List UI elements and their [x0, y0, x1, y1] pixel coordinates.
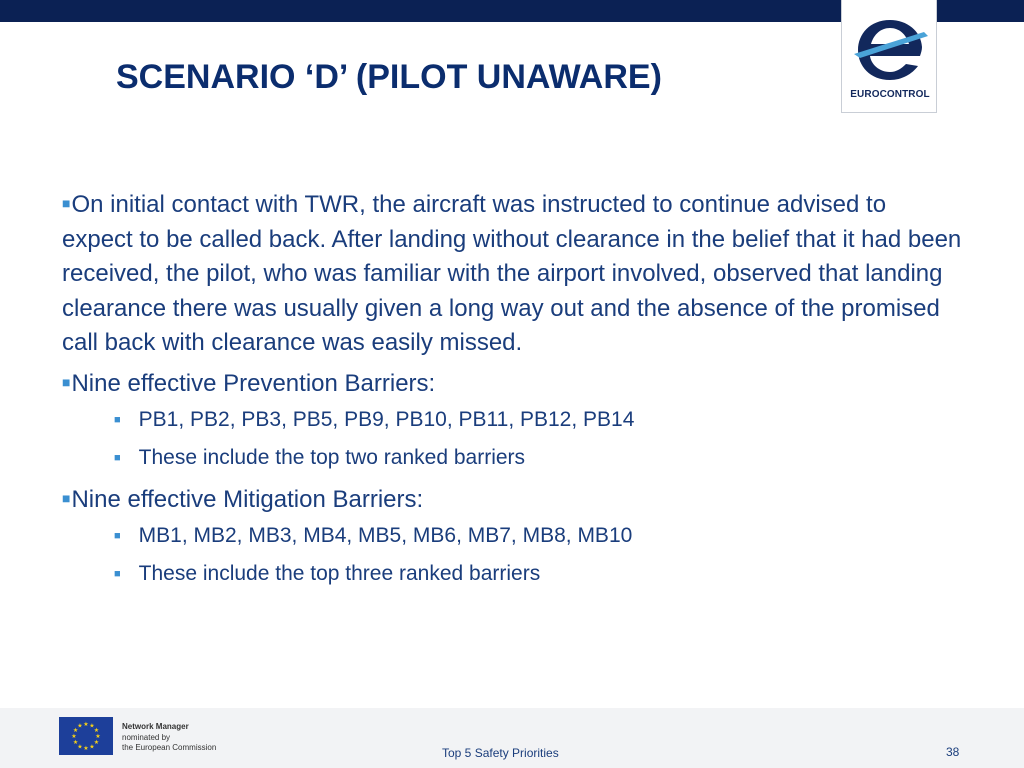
prevention-heading-text: Nine effective Prevention Barriers: [71, 369, 436, 397]
eurocontrol-logo [841, 0, 937, 113]
slide-title: SCENARIO ‘D’ (PILOT UNAWARE) [116, 58, 662, 96]
eurocontrol-logo-icon [850, 14, 930, 86]
mitigation-item [114, 555, 962, 593]
footer-title: Top 5 Safety Priorities [442, 746, 559, 760]
eu-star-icon: ★ [72, 740, 79, 746]
square-bullet-icon: ■ [62, 489, 71, 506]
mitigation-heading-text: Nine effective Mitigation Barriers: [71, 485, 424, 513]
eu-star-icon: ★ [72, 728, 79, 734]
eu-star-icon: ★ [89, 723, 95, 730]
eu-star-icon: ★ [93, 728, 100, 734]
logo-text: EUROCONTROL [850, 89, 930, 100]
mitigation-heading [62, 481, 962, 517]
prevention-item [114, 401, 962, 439]
square-bullet-icon: ■ [114, 413, 121, 426]
square-bullet-icon: ■ [114, 567, 121, 580]
prevention-item-text: These include the top two ranked barriers [138, 445, 526, 469]
mitigation-item [114, 517, 962, 555]
eu-star-icon: ★ [77, 744, 83, 751]
eu-star-icon: ★ [83, 746, 89, 752]
eu-star-icon: ★ [71, 734, 77, 740]
eu-star-icon: ★ [77, 723, 83, 730]
prevention-heading [62, 365, 962, 401]
slide-content [62, 186, 962, 593]
square-bullet-icon: ■ [114, 451, 121, 464]
prevention-item-text: PB1, PB2, PB3, PB5, PB9, PB10, PB11, PB12, PB14 [138, 407, 635, 431]
mitigation-item-text: MB1, MB2, MB3, MB4, MB5, MB6, MB7, MB8, MB10 [138, 523, 633, 547]
network-manager-text [122, 722, 216, 754]
nm-line: nominated by [122, 732, 171, 742]
scenario-paragraph [62, 186, 962, 361]
square-bullet-icon: ■ [114, 529, 121, 542]
eu-star-icon: ★ [89, 744, 95, 751]
eu-star-icon: ★ [83, 722, 89, 728]
square-bullet-icon: ■ [62, 195, 71, 211]
eu-flag-icon [59, 717, 113, 755]
eu-star-icon: ★ [95, 734, 101, 740]
scenario-text: On initial contact with TWR, the aircraft was instructed to continue advised to expect to be called back. After landing without clearance in the belief that it had been received, the pilot, who was familiar with the airport involved, observed that landing clearance there was usually given a long way out and the absence of the promised call back with clearance was easily missed. [62, 191, 962, 356]
nm-line: the European Commission [122, 743, 217, 752]
prevention-item [114, 439, 962, 477]
square-bullet-icon: ■ [62, 373, 71, 390]
nm-title: Network Manager [122, 722, 189, 731]
page-number: 38 [946, 745, 960, 759]
mitigation-item-text: These include the top three ranked barriers [138, 561, 541, 585]
eu-star-icon: ★ [93, 740, 100, 746]
